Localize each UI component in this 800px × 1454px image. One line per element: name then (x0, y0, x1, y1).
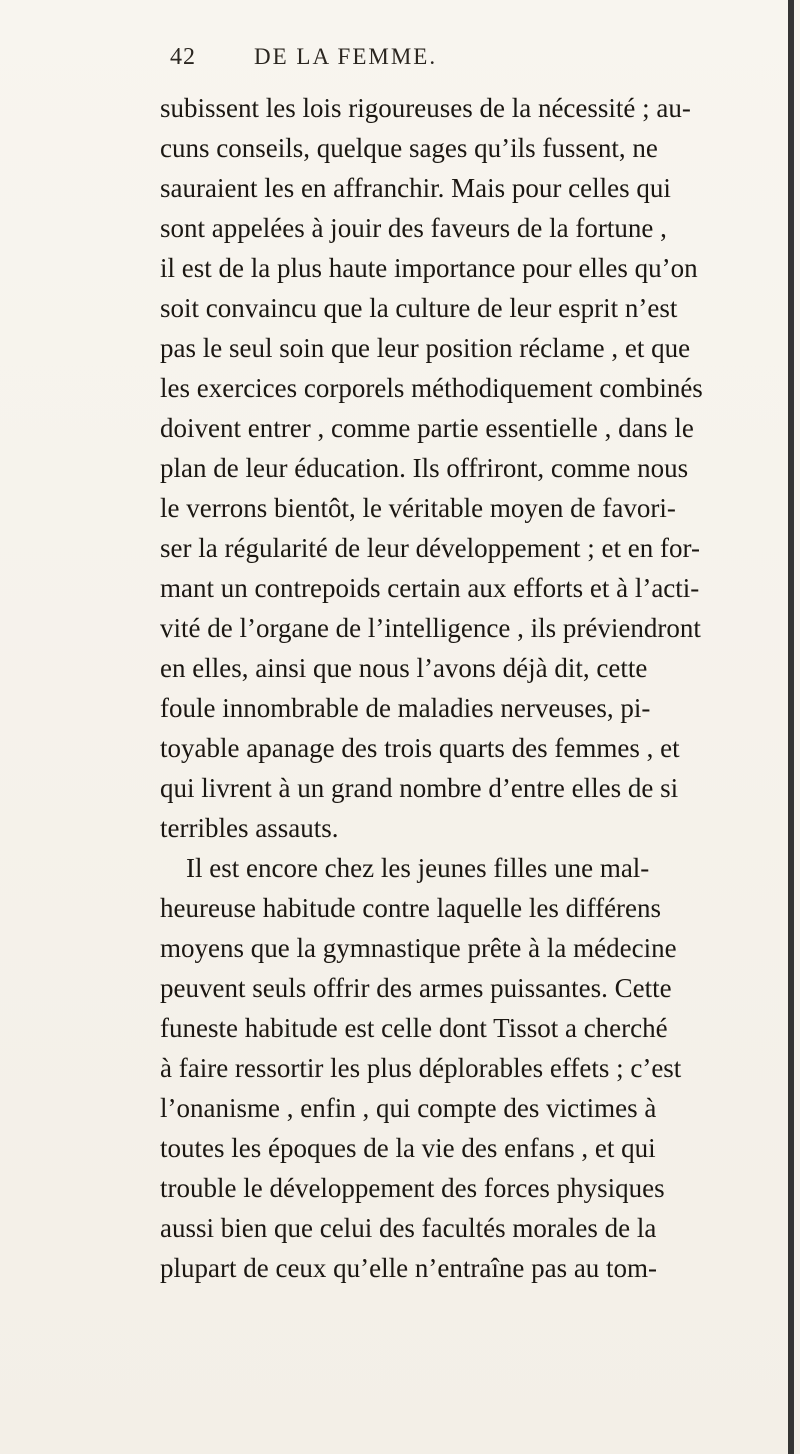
text-line: toyable apanage des trois quarts des femmes , et (160, 733, 680, 763)
text-line: foule innombrable de maladies nerveuses, pi- (160, 693, 651, 723)
text-line: soit convaincu que la culture de leur esprit n’est (160, 293, 678, 323)
text-line: mant un contrepoids certain aux efforts et à l’acti- (160, 573, 700, 603)
running-title: DE LA FEMME. (254, 44, 438, 69)
page-edge-shadow (788, 0, 794, 1454)
text-line: pas le seul soin que leur position réclame , et que (160, 333, 691, 363)
text-line: moyens que la gymnastique prête à la médecine (160, 933, 677, 963)
text-line: toutes les époques de la vie des enfans , et qui (160, 1133, 656, 1163)
text-line: cuns conseils, quelque sages qu’ils fussent, ne (160, 133, 658, 163)
text-line: plupart de ceux qu’elle n’entraîne pas au tom- (160, 1253, 658, 1283)
text-line: qui livrent à un grand nombre d’entre elles de si (160, 773, 679, 803)
text-line: il est de la plus haute importance pour elles qu’on (160, 253, 698, 283)
text-line: terribles assauts. (160, 813, 339, 843)
text-line: plan de leur éducation. Ils offriront, comme nous (160, 453, 689, 483)
text-line: sauraient les en affranchir. Mais pour celles qui (160, 173, 671, 203)
text-line: l’onanisme , enfin , qui compte des victimes à (160, 1093, 657, 1123)
text-line: trouble le développement des forces physiques (160, 1173, 665, 1203)
text-line: aussi bien que celui des facultés morales de la (160, 1213, 657, 1243)
text-line: en elles, ainsi que nous l’avons déjà dit, cette (160, 653, 648, 683)
text-line: Il est encore chez les jeunes filles une mal- (186, 853, 650, 883)
page-number: 42 (170, 44, 196, 70)
text-line: peuvent seuls offrir des armes puissantes. Cette (160, 973, 672, 1003)
text-line: funeste habitude est celle dont Tissot a cherché (160, 1013, 668, 1043)
running-header (254, 44, 437, 70)
text-line: sont appelées à jouir des faveurs de la fortune , (160, 213, 667, 243)
text-line: doivent entrer , comme partie essentielle , dans le (160, 413, 694, 443)
text-line: le verrons bientôt, le véritable moyen de favori- (160, 493, 676, 523)
text-line: vité de l’organe de l’intelligence , ils préviendront (160, 613, 701, 643)
text-line: heureuse habitude contre laquelle les différens (160, 893, 662, 923)
text-line: à faire ressortir les plus déplorables effets ; c’est (160, 1053, 682, 1083)
text-line: ser la régularité de leur développement ; et en for- (160, 533, 700, 563)
main-text-block (160, 88, 703, 1288)
text-line: subissent les lois rigoureuses de la nécessité ; au- (160, 93, 691, 123)
text-line: les exercices corporels méthodiquement combinés (160, 373, 703, 403)
